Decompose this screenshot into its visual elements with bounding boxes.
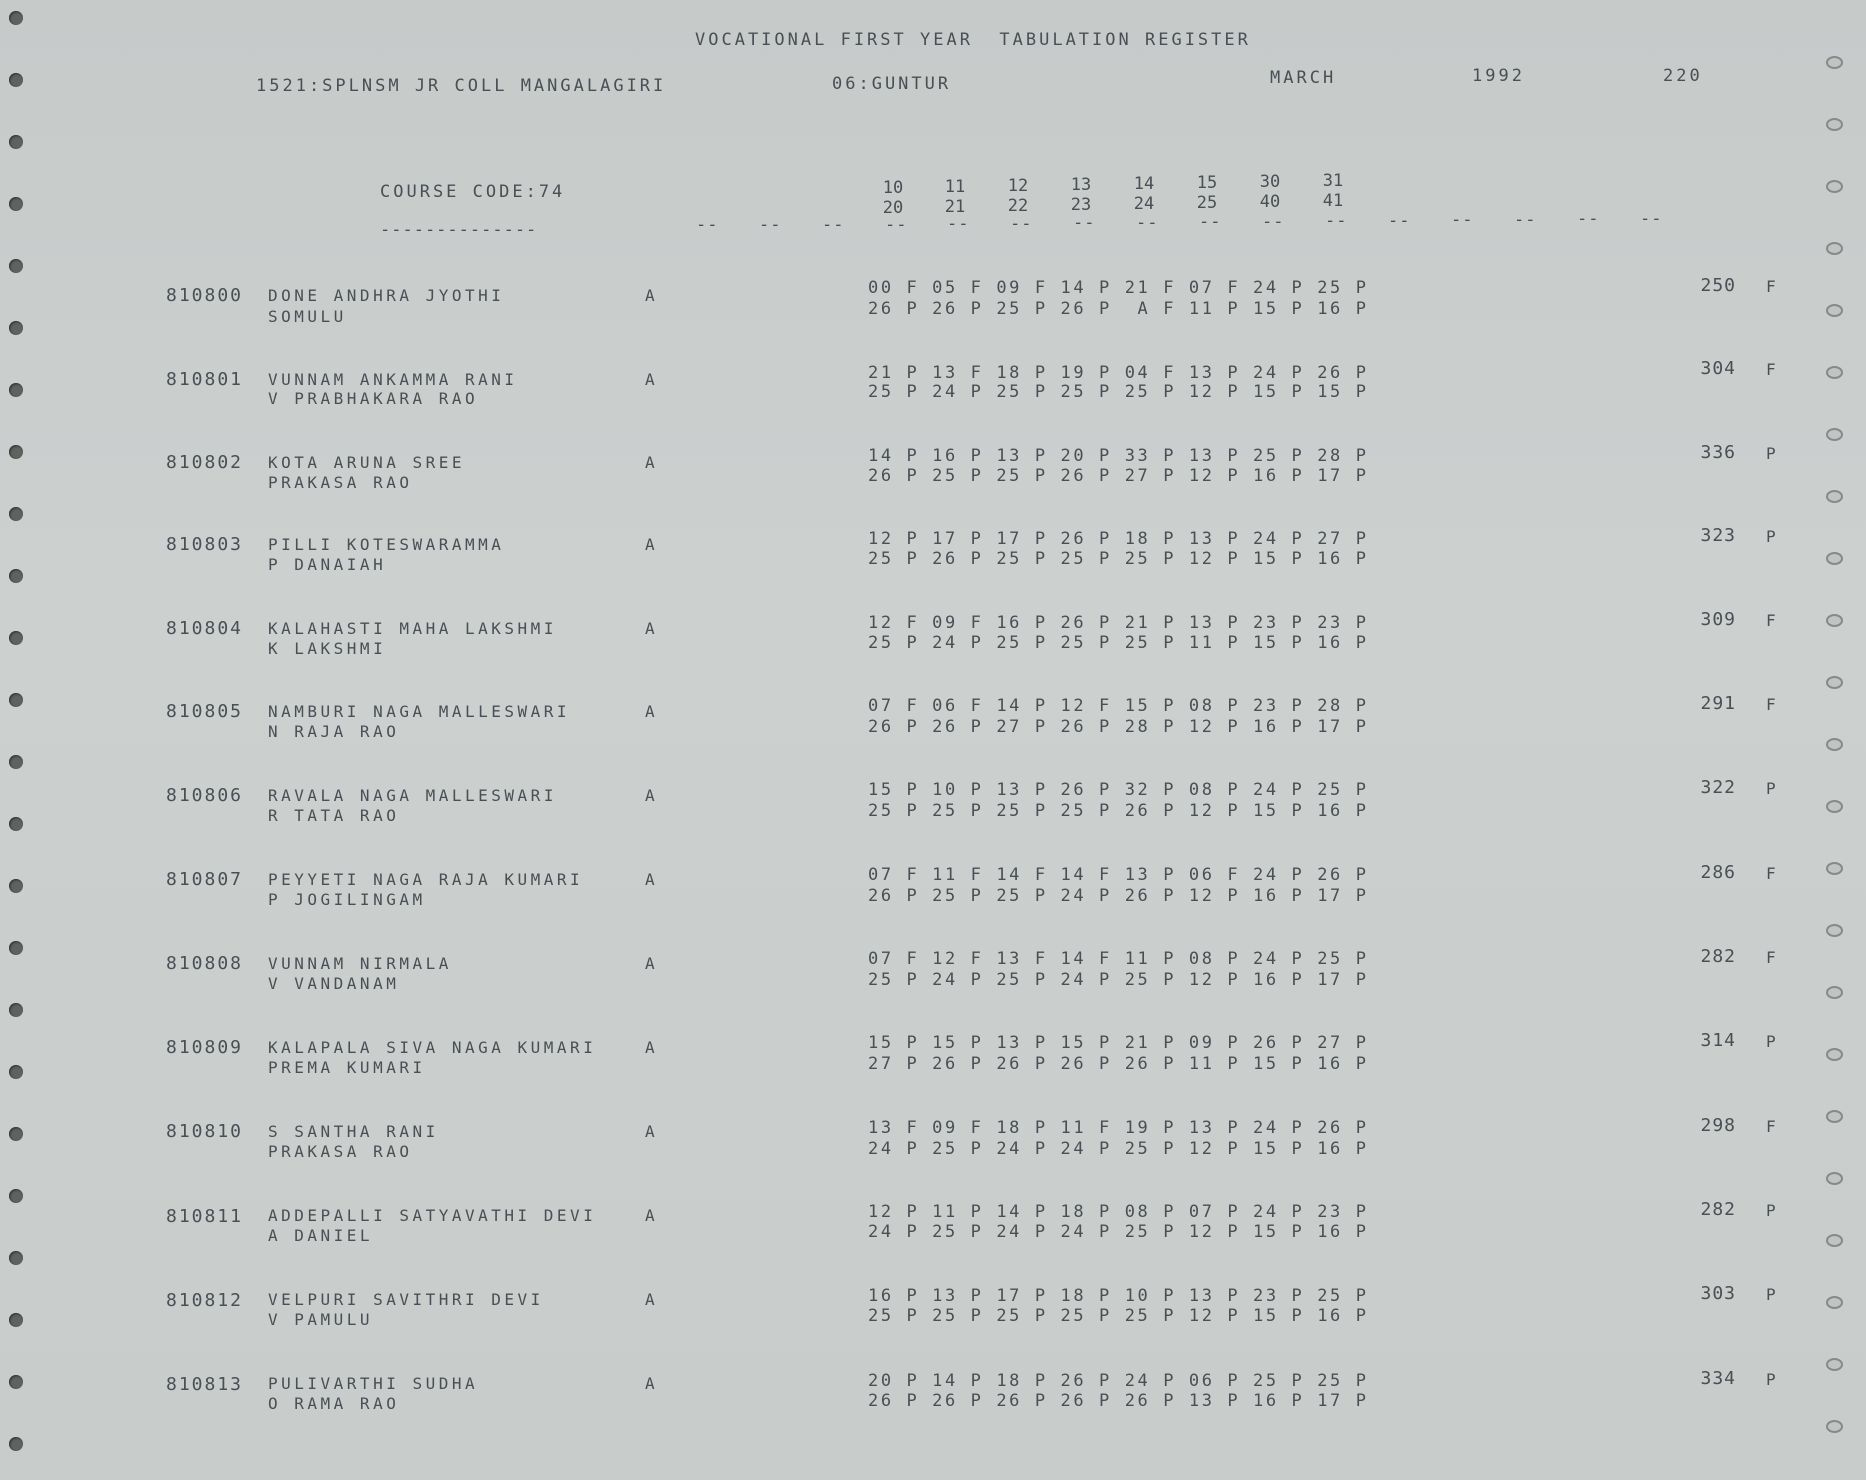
marks-row2: 25 P 24 P 25 P 25 P 25 P 12 P 15 P 15 P — [868, 382, 1369, 402]
marks-row2: 24 P 25 P 24 P 24 P 25 P 12 P 15 P 16 P — [868, 1139, 1369, 1159]
feed-hole — [9, 1003, 23, 1017]
grade: A — [645, 786, 655, 805]
student-name: S SANTHA RANI — [268, 1122, 439, 1141]
marks-row1: 15 P 15 P 13 P 15 P 21 P 09 P 26 P 27 P — [868, 1033, 1369, 1053]
total-marks: 282 — [1700, 1199, 1736, 1220]
roll-number: 810803 — [166, 534, 244, 555]
result: P — [1766, 1201, 1776, 1220]
roll-number: 810812 — [166, 1290, 244, 1311]
feed-hole — [9, 755, 23, 769]
feed-hole — [1826, 242, 1843, 255]
parent-name: K LAKSHMI — [268, 639, 387, 658]
result: P — [1766, 1032, 1776, 1051]
result: F — [1766, 948, 1776, 967]
subject-code: 11 — [944, 177, 966, 197]
marks-row1: 15 P 10 P 13 P 26 P 32 P 08 P 24 P 25 P — [868, 780, 1369, 800]
total-marks: 322 — [1700, 777, 1736, 798]
subject-code: 20 — [882, 198, 904, 218]
grade: A — [645, 453, 655, 472]
result: F — [1766, 1117, 1776, 1136]
parent-name: P DANAIAH — [268, 555, 387, 574]
student-name: ADDEPALLI SATYAVATHI DEVI — [268, 1206, 597, 1225]
student-name: KALAPALA SIVA NAGA KUMARI — [268, 1038, 597, 1057]
feed-hole — [9, 507, 23, 521]
roll-number: 810805 — [166, 701, 244, 722]
column-dash: -- — [1514, 210, 1537, 230]
feed-hole — [1826, 800, 1843, 813]
grade: A — [645, 1122, 655, 1141]
feed-hole — [1826, 552, 1843, 565]
feed-hole — [9, 1189, 23, 1203]
roll-number: 810806 — [166, 785, 244, 806]
marks-row1: 07 F 12 F 13 F 14 F 11 P 08 P 24 P 25 P — [868, 949, 1369, 969]
marks-row1: 13 F 09 F 18 P 11 F 19 P 13 P 24 P 26 P — [868, 1118, 1369, 1138]
marks-row2: 25 P 25 P 25 P 25 P 26 P 12 P 15 P 16 P — [868, 801, 1369, 821]
total-marks: 250 — [1700, 275, 1736, 296]
feed-hole — [1826, 1048, 1843, 1061]
student-record — [0, 946, 1866, 1003]
student-record — [0, 693, 1866, 751]
result: P — [1766, 779, 1776, 798]
feed-hole — [1826, 924, 1843, 937]
student-name: VUNNAM NIRMALA — [268, 954, 452, 973]
result: F — [1766, 864, 1776, 883]
subject-code: 24 — [1133, 194, 1155, 214]
exam-year: 1992 — [1472, 66, 1525, 86]
marks-row2: 26 P 25 P 25 P 24 P 26 P 12 P 16 P 17 P — [868, 886, 1369, 906]
marks-row2: 25 P 24 P 25 P 24 P 25 P 12 P 16 P 17 P — [868, 970, 1369, 990]
column-dash: -- — [1199, 212, 1222, 232]
marks-row2: 26 P 26 P 27 P 26 P 28 P 12 P 16 P 17 P — [868, 717, 1369, 737]
subject-code: 40 — [1259, 192, 1281, 212]
student-name: KOTA ARUNA SREE — [268, 453, 465, 472]
total-marks: 291 — [1700, 693, 1736, 714]
parent-name: SOMULU — [268, 307, 347, 326]
exam-month: MARCH — [1270, 68, 1337, 88]
student-record — [0, 525, 1866, 584]
feed-hole — [9, 693, 23, 707]
roll-number: 810811 — [166, 1206, 244, 1227]
subject-code: 12 — [1007, 176, 1029, 196]
subject-code: 22 — [1007, 196, 1029, 216]
subject-code: 15 — [1196, 173, 1218, 193]
student-name: RAVALA NAGA MALLESWARI — [268, 786, 557, 805]
column-dash: -- — [1451, 210, 1474, 230]
parent-name: V PAMULU — [268, 1310, 374, 1329]
parent-name: V VANDANAM — [268, 974, 400, 993]
student-record — [0, 358, 1866, 417]
roll-number: 810809 — [166, 1037, 244, 1058]
feed-hole — [9, 1065, 23, 1079]
grade: A — [645, 702, 655, 721]
marks-row2: 24 P 25 P 24 P 24 P 25 P 12 P 15 P 16 P — [868, 1222, 1369, 1242]
result: P — [1766, 1285, 1776, 1304]
total-marks: 309 — [1700, 609, 1736, 630]
subject-code: 21 — [944, 197, 966, 217]
marks-row2: 26 P 26 P 26 P 26 P 26 P 13 P 16 P 17 P — [868, 1391, 1369, 1411]
feed-hole — [9, 631, 23, 645]
parent-name: PREMA KUMARI — [268, 1058, 426, 1077]
feed-hole — [1826, 1172, 1843, 1185]
feed-hole — [1826, 986, 1843, 999]
grade: A — [645, 954, 655, 973]
college-name: 1521:SPLNSM JR COLL MANGALAGIRI — [256, 76, 667, 96]
result: F — [1766, 695, 1776, 714]
roll-number: 810802 — [166, 452, 244, 473]
subject-code: 14 — [1133, 174, 1155, 194]
feed-hole — [1826, 428, 1843, 441]
column-dash: -- — [1577, 209, 1600, 229]
feed-hole — [1826, 1296, 1843, 1309]
total-marks: 314 — [1700, 1030, 1736, 1051]
marks-row1: 12 F 09 F 16 P 26 P 21 P 13 P 23 P 23 P — [868, 613, 1369, 633]
result: F — [1766, 277, 1776, 296]
student-record — [0, 777, 1866, 835]
roll-number: 810810 — [166, 1121, 244, 1142]
feed-hole — [9, 1375, 23, 1389]
student-record — [0, 609, 1866, 668]
marks-row1: 21 P 13 F 18 P 19 P 04 F 13 P 24 P 26 P — [868, 363, 1369, 383]
feed-hole — [9, 73, 23, 87]
roll-number: 810800 — [166, 285, 244, 306]
column-dash: -- — [759, 215, 782, 235]
register-title: VOCATIONAL FIRST YEAR TABULATION REGISTER — [695, 30, 1251, 50]
marks-row2: 26 P 25 P 25 P 26 P 27 P 12 P 16 P 17 P — [868, 466, 1369, 486]
feed-hole — [9, 1437, 23, 1451]
column-dash: -- — [1388, 211, 1411, 231]
total-marks: 336 — [1700, 442, 1736, 463]
subject-code: 10 — [882, 178, 904, 198]
marks-row1: 20 P 14 P 18 P 26 P 24 P 06 P 25 P 25 P — [868, 1371, 1369, 1391]
student-name: VELPURI SAVITHRI DEVI — [268, 1290, 544, 1309]
total-marks: 323 — [1700, 525, 1736, 546]
feed-hole — [9, 817, 23, 831]
feed-hole — [1826, 614, 1843, 627]
roll-number: 810801 — [166, 369, 244, 390]
marks-row2: 25 P 24 P 25 P 25 P 25 P 11 P 15 P 16 P — [868, 633, 1369, 653]
feed-hole — [9, 259, 23, 273]
subject-code: 13 — [1070, 175, 1092, 195]
feed-hole — [1826, 1234, 1843, 1247]
parent-name: PRAKASA RAO — [268, 473, 413, 492]
total-marks: 304 — [1700, 358, 1736, 379]
parent-name: P JOGILINGAM — [268, 890, 426, 909]
column-dash: -- — [696, 215, 719, 235]
column-dash: -- — [885, 215, 908, 235]
total-marks: 303 — [1700, 1283, 1736, 1304]
feed-hole — [9, 1127, 23, 1141]
feed-hole — [9, 197, 23, 211]
feed-hole — [9, 1251, 23, 1265]
student-record — [0, 442, 1866, 501]
column-dash: -- — [1640, 209, 1663, 229]
column-dash: -- — [947, 214, 970, 234]
feed-hole — [1826, 304, 1843, 317]
subject-code: 41 — [1322, 191, 1344, 211]
result: F — [1766, 611, 1776, 630]
district-name: 06:GUNTUR — [832, 74, 952, 94]
feed-hole — [1826, 366, 1843, 379]
feed-hole — [9, 321, 23, 335]
parent-name: PRAKASA RAO — [268, 1142, 413, 1161]
feed-hole — [1826, 1358, 1843, 1371]
student-record — [0, 1115, 1866, 1171]
total-marks: 298 — [1700, 1115, 1736, 1136]
subject-code: 30 — [1259, 172, 1281, 192]
marks-row1: 07 F 06 F 14 P 12 F 15 P 08 P 23 P 28 P — [868, 696, 1369, 716]
marks-row1: 07 F 11 F 14 F 14 F 13 P 06 F 24 P 26 P — [868, 865, 1369, 885]
student-name: PEYYETI NAGA RAJA KUMARI — [268, 870, 584, 889]
feed-hole — [9, 1313, 23, 1327]
marks-row1: 12 P 11 P 14 P 18 P 08 P 07 P 24 P 23 P — [868, 1202, 1369, 1222]
grade: A — [645, 1038, 655, 1057]
student-name: VUNNAM ANKAMMA RANI — [268, 370, 518, 389]
marks-row2: 25 P 25 P 25 P 25 P 25 P 12 P 15 P 16 P — [868, 1306, 1369, 1326]
feed-hole — [9, 135, 23, 149]
marks-row1: 16 P 13 P 17 P 18 P 10 P 13 P 23 P 25 P — [868, 1286, 1369, 1306]
feed-hole — [1826, 676, 1843, 689]
student-record — [0, 1199, 1866, 1255]
feed-hole — [1826, 118, 1843, 131]
total-marks: 282 — [1700, 946, 1736, 967]
feed-hole — [9, 879, 23, 893]
grade: A — [645, 535, 655, 554]
student-record — [0, 862, 1866, 919]
feed-hole — [9, 941, 23, 955]
result: P — [1766, 1370, 1776, 1389]
subject-code: 23 — [1070, 195, 1092, 215]
feed-hole — [1826, 1420, 1843, 1433]
column-dash: -- — [1136, 213, 1159, 233]
student-name: KALAHASTI MAHA LAKSHMI — [268, 619, 557, 638]
column-dash: -- — [1325, 211, 1348, 231]
feed-hole — [9, 445, 23, 459]
column-dash: -- — [1262, 212, 1285, 232]
student-name: DONE ANDHRA JYOTHI — [268, 286, 505, 305]
feed-hole — [1826, 1110, 1843, 1123]
roll-number: 810808 — [166, 953, 244, 974]
grade: A — [645, 1206, 655, 1225]
grade: A — [645, 1374, 655, 1393]
feed-hole — [1826, 490, 1843, 503]
subject-code: 31 — [1322, 171, 1344, 191]
feed-hole — [9, 569, 23, 583]
student-record — [0, 1283, 1866, 1339]
parent-name: O RAMA RAO — [268, 1394, 400, 1413]
page-number: 220 — [1663, 66, 1703, 86]
total-marks: 286 — [1700, 862, 1736, 883]
roll-number: 810804 — [166, 618, 244, 639]
student-record — [0, 1368, 1866, 1423]
student-name: NAMBURI NAGA MALLESWARI — [268, 702, 571, 721]
student-record — [0, 275, 1866, 333]
column-dash: -- — [822, 215, 845, 235]
feed-hole — [1826, 738, 1843, 751]
parent-name: V PRABHAKARA RAO — [268, 389, 479, 408]
grade: A — [645, 1290, 655, 1309]
marks-row2: 25 P 26 P 25 P 25 P 25 P 12 P 15 P 16 P — [868, 549, 1369, 569]
parent-name: N RAJA RAO — [268, 722, 400, 741]
column-dash: -- — [1073, 213, 1096, 233]
marks-row2: 27 P 26 P 26 P 26 P 26 P 11 P 15 P 16 P — [868, 1054, 1369, 1074]
parent-name: R TATA RAO — [268, 806, 400, 825]
marks-row1: 12 P 17 P 17 P 26 P 18 P 13 P 24 P 27 P — [868, 529, 1369, 549]
course-code: COURSE CODE:74 — [380, 182, 566, 202]
subject-code: 25 — [1196, 193, 1218, 213]
parent-name: A DANIEL — [268, 1226, 374, 1245]
feed-hole — [1826, 180, 1843, 193]
result: F — [1766, 360, 1776, 379]
feed-hole — [1826, 56, 1843, 69]
student-record — [0, 1030, 1866, 1087]
feed-hole — [9, 11, 23, 25]
feed-hole — [9, 383, 23, 397]
grade: A — [645, 619, 655, 638]
marks-row2: 26 P 26 P 25 P 26 P A F 11 P 15 P 16 P — [868, 299, 1369, 319]
grade: A — [645, 286, 655, 305]
total-marks: 334 — [1700, 1368, 1736, 1389]
student-name: PILLI KOTESWARAMMA — [268, 535, 505, 554]
feed-hole — [1826, 862, 1843, 875]
grade: A — [645, 870, 655, 889]
result: P — [1766, 527, 1776, 546]
student-name: PULIVARTHI SUDHA — [268, 1374, 479, 1393]
roll-number: 810807 — [166, 869, 244, 890]
course-code-underline: -------------- — [380, 220, 538, 240]
grade: A — [645, 370, 655, 389]
roll-number: 810813 — [166, 1374, 244, 1395]
column-dash: -- — [1010, 214, 1033, 234]
result: P — [1766, 444, 1776, 463]
marks-row1: 00 F 05 F 09 F 14 P 21 F 07 F 24 P 25 P — [868, 278, 1369, 298]
marks-row1: 14 P 16 P 13 P 20 P 33 P 13 P 25 P 28 P — [868, 446, 1369, 466]
